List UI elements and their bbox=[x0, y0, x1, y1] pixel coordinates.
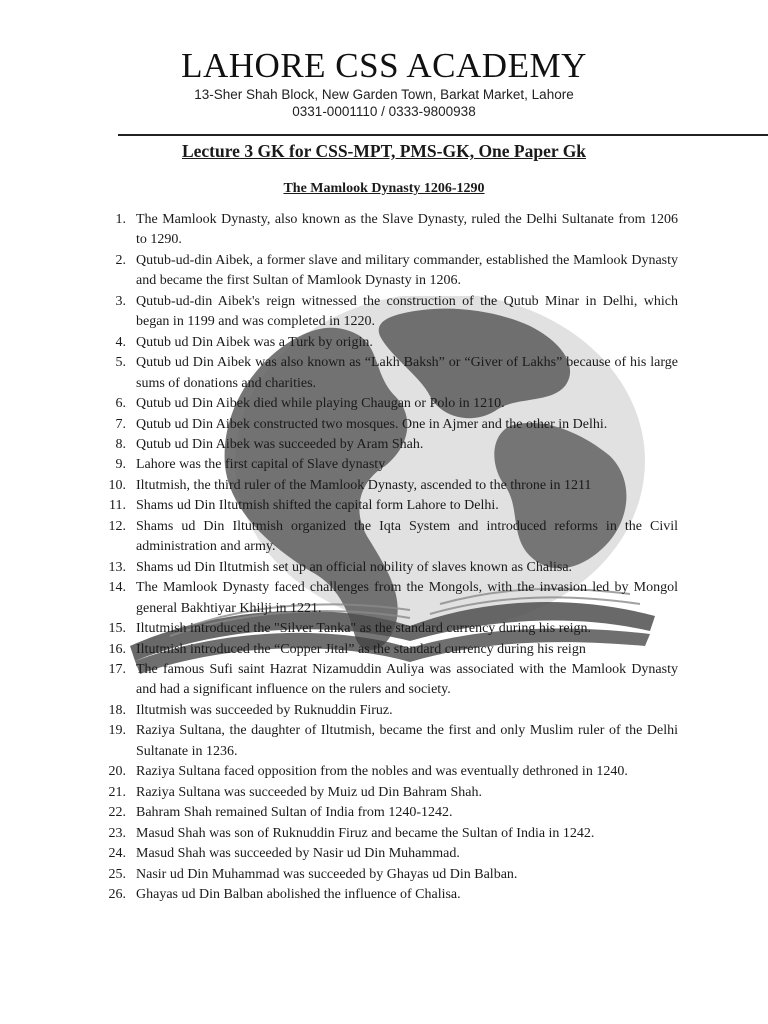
list-item-number: 24. bbox=[108, 846, 126, 862]
list-item-number: 12. bbox=[108, 518, 126, 534]
list-item-number: 16. bbox=[108, 641, 126, 657]
list-item-number: 13. bbox=[108, 559, 126, 575]
list-item-text: Raziya Sultana faced opposition from the nobles and was eventually dethroned in 1240. bbox=[136, 764, 628, 780]
list-item-text: Qutub-ud-din Aibek, a former slave and military commander, established the Mamlook Dynasty and became the first Sultan of Mamlook Dynasty in 1206. bbox=[136, 252, 678, 289]
list-item-number: 1. bbox=[115, 212, 126, 227]
list-item-text: The famous Sufi saint Hazrat Nizamuddin Auliya was associated with the Mamlook Dynasty and had a significant influence on the rulers and society. bbox=[136, 661, 678, 698]
list-item bbox=[100, 660, 678, 701]
list-item-text: Shams ud Din Iltutmish set up an official nobility of slaves known as Chalisa. bbox=[136, 559, 573, 575]
list-item-number: 6. bbox=[115, 396, 126, 412]
list-item bbox=[100, 476, 678, 496]
list-item-number: 11. bbox=[109, 498, 126, 514]
list-item bbox=[100, 517, 678, 558]
list-item bbox=[100, 455, 678, 475]
list-item-text: Shams ud Din Iltutmish shifted the capital form Lahore to Delhi. bbox=[136, 498, 499, 514]
list-item-number: 7. bbox=[115, 416, 126, 432]
list-item bbox=[100, 333, 678, 353]
list-item bbox=[100, 885, 678, 905]
list-item-text: Ghayas ud Din Balban abolished the influence of Chalisa. bbox=[136, 886, 461, 902]
list-item-text: Shams ud Din Iltutmish organized the Iqta System and introduced reforms in the Civil administration and army. bbox=[136, 518, 678, 555]
list-item bbox=[100, 415, 678, 435]
list-item-number: 19. bbox=[108, 723, 126, 739]
list-item-text: Iltutmish, the third ruler of the Mamlook Dynasty, ascended to the throne in 1211 bbox=[136, 477, 592, 493]
section-title: The Mamlook Dynasty 1206-1290 bbox=[283, 181, 485, 196]
list-item-number: 2. bbox=[115, 252, 126, 268]
list-item bbox=[100, 619, 678, 639]
list-item-number: 23. bbox=[108, 825, 126, 841]
list-item-text: Iltutmish was succeeded by Ruknuddin Firuz. bbox=[136, 702, 393, 718]
list-item-text: Qutub-ud-din Aibek's reign witnessed the construction of the Qutub Minar in Delhi, which began in 1199 and was completed in 1220. bbox=[136, 293, 678, 330]
academy-phones: 0331-0001110 / 0333-9800938 bbox=[292, 104, 476, 119]
list-item-text: Qutub ud Din Aibek was succeeded by Aram Shah. bbox=[136, 436, 424, 452]
list-item-text: Iltutmish introduced the "Silver Tanka" as the standard currency during his reign. bbox=[136, 621, 591, 637]
list-item-text: Iltutmish introduced the “Copper Jital” as the standard currency during his reign bbox=[136, 641, 586, 657]
list-item bbox=[100, 803, 678, 823]
list-item bbox=[100, 640, 678, 660]
list-item bbox=[100, 251, 678, 292]
list-item-number: 18. bbox=[108, 702, 126, 718]
points-list bbox=[100, 210, 678, 905]
list-item-text: Nasir ud Din Muhammad was succeeded by Ghayas ud Din Balban. bbox=[136, 866, 518, 882]
list-item-number: 20. bbox=[108, 764, 126, 780]
list-item bbox=[100, 496, 678, 516]
list-item bbox=[100, 353, 678, 394]
list-item bbox=[100, 762, 678, 782]
list-item-number: 17. bbox=[108, 661, 126, 677]
list-item-text: Raziya Sultana was succeeded by Muiz ud Din Bahram Shah. bbox=[136, 784, 483, 800]
list-item bbox=[100, 721, 678, 762]
academy-name: LAHORE CSS ACADEMY bbox=[181, 46, 587, 85]
header-divider bbox=[118, 134, 768, 136]
list-item-text: Qutub ud Din Aibek was also known as “Lakh Baksh” or “Giver of Lakhs” because of his large sums of donations and charities. bbox=[136, 355, 678, 391]
list-item bbox=[100, 292, 678, 333]
list-item-number: 10. bbox=[108, 477, 126, 493]
list-item-number: 22. bbox=[108, 805, 126, 821]
list-item bbox=[100, 558, 678, 578]
list-item-text: The Mamlook Dynasty faced challenges from the Mongols, with the invasion led by Mongol general Bakhtiyar Khilji in 1221. bbox=[136, 580, 678, 616]
list-item-number: 5. bbox=[115, 355, 126, 371]
list-item-text: Qutub ud Din Aibek died while playing Chaugan or Polo in 1210. bbox=[136, 396, 505, 412]
list-item-number: 26. bbox=[108, 886, 126, 902]
list-item-number: 21. bbox=[108, 784, 126, 800]
list-item-text: Lahore was the first capital of Slave dynasty bbox=[136, 457, 386, 473]
list-item bbox=[100, 844, 678, 864]
list-item bbox=[100, 824, 678, 844]
list-item bbox=[100, 210, 678, 251]
list-item bbox=[100, 435, 678, 455]
lecture-title: Lecture 3 GK for CSS-MPT, PMS-GK, One Paper Gk bbox=[181, 141, 587, 161]
list-item-text: Masud Shah was son of Ruknuddin Firuz and became the Sultan of India in 1242. bbox=[136, 825, 595, 841]
list-item-number: 25. bbox=[108, 866, 126, 882]
list-item-text: The Mamlook Dynasty, also known as the Slave Dynasty, ruled the Delhi Sultanate from 1206 to 1290. bbox=[136, 212, 678, 248]
list-item-number: 3. bbox=[115, 293, 126, 309]
list-item-number: 15. bbox=[108, 621, 126, 637]
list-item-text: Raziya Sultana, the daughter of Iltutmish, became the first and only Muslim ruler of the Delhi Sultanate in 1236. bbox=[136, 723, 678, 759]
list-item bbox=[100, 865, 678, 885]
list-item-number: 4. bbox=[115, 334, 126, 350]
list-item-number: 8. bbox=[115, 436, 126, 452]
list-item bbox=[100, 394, 678, 414]
academy-address: 13-Sher Shah Block, New Garden Town, Barkat Market, Lahore bbox=[194, 87, 574, 102]
list-item bbox=[100, 701, 678, 721]
document-header bbox=[0, 46, 768, 120]
list-item bbox=[100, 578, 678, 619]
list-item bbox=[100, 783, 678, 803]
list-item-text: Bahram Shah remained Sultan of India from 1240-1242. bbox=[136, 805, 453, 821]
list-item-text: Qutub ud Din Aibek was a Turk by origin. bbox=[136, 334, 373, 350]
list-item-text: Masud Shah was succeeded by Nasir ud Din Muhammad. bbox=[136, 846, 460, 862]
list-item-number: 14. bbox=[108, 580, 126, 596]
list-item-number: 9. bbox=[115, 457, 126, 473]
list-item-text: Qutub ud Din Aibek constructed two mosques. One in Ajmer and the other in Delhi. bbox=[136, 416, 608, 432]
